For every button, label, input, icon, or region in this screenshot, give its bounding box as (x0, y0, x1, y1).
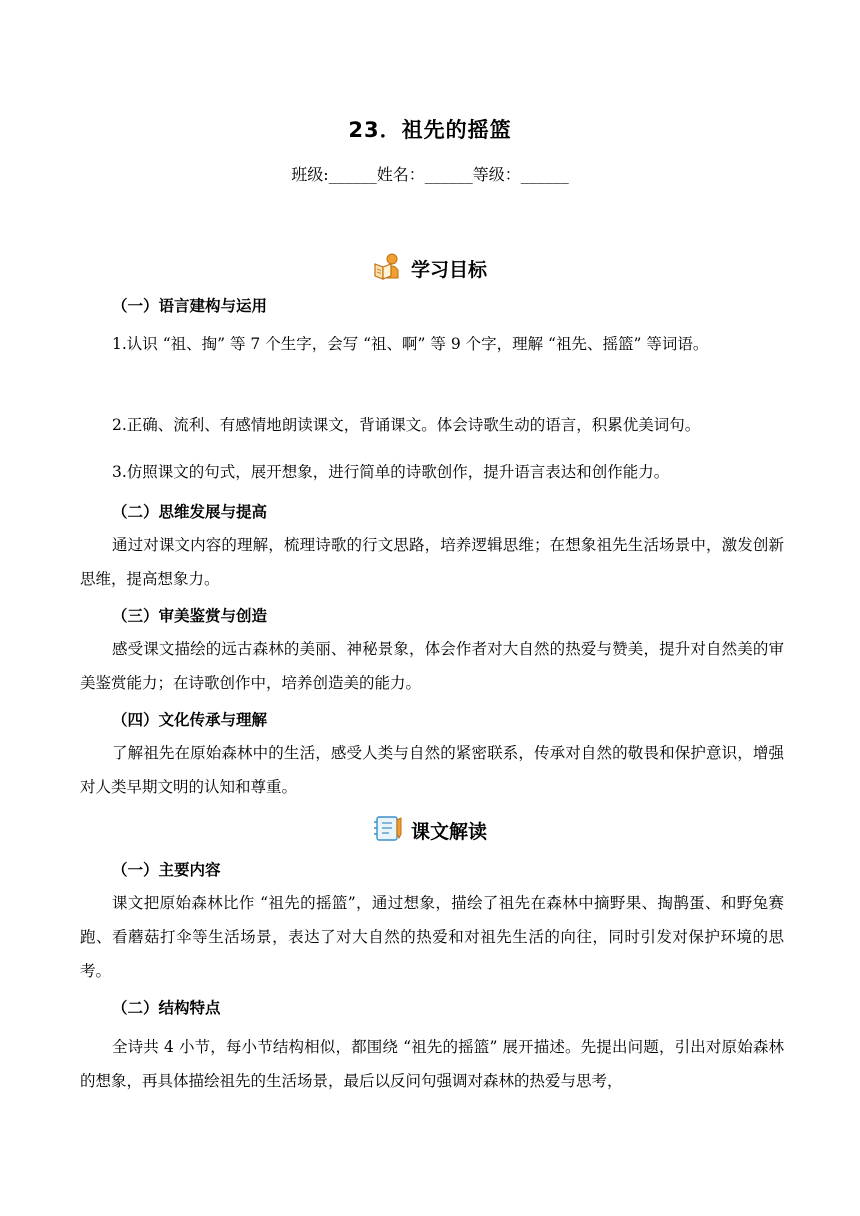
paragraph: 通过对课文内容的理解，梳理诗歌的行文思路，培养逻辑思维；在想象祖先生活场景中，激发创新思维，提高想象力。 (80, 536, 784, 588)
section-heading-interpretation (0, 814, 860, 847)
subsection-heading: （二）思维发展与提高 (112, 503, 268, 521)
paragraph: 了解祖先在原始森林中的生活，感受人类与自然的紧密联系，传承对自然的敬畏和保护意识，增强对人类早期文明的认知和尊重。 (80, 744, 784, 796)
subsection-heading: （四）文化传承与理解 (112, 711, 268, 729)
paragraph: 1.认识 “祖、掏” 等 7 个生字，会写 “祖、啊” 等 9 个字，理解 “祖先、摇篮” 等词语。 (112, 335, 709, 353)
paragraph: 感受课文描绘的远古森林的美丽、神秘景象，体会作者对大自然的热爱与赞美，提升对自然美的审美鉴赏能力；在诗歌创作中，培养创造美的能力。 (80, 640, 784, 692)
student-info-line: 班级:______姓名：______等级：______ (291, 165, 569, 184)
notebook-pen-icon (373, 814, 403, 847)
section-heading-text: 学习目标 (410, 259, 487, 281)
paragraph: 全诗共 4 小节，每小节结构相似，都围绕 “祖先的摇篮” 展开描述。先提出问题，引出对原始森林的想象，再具体描绘祖先的生活场景，最后以反问句强调对森林的热爱与思考， (80, 1038, 784, 1090)
section-heading-goals (0, 252, 860, 285)
subsection-heading: （二）结构特点 (112, 999, 221, 1017)
paragraph: 2.正确、流利、有感情地朗读课文，背诵课文。体会诗歌生动的语言，积累优美词句。 (112, 416, 701, 434)
reading-person-icon (373, 252, 403, 285)
subsection-heading: （一）语言建构与运用 (112, 297, 268, 315)
section-heading-text: 课文解读 (410, 821, 487, 843)
document-title: 23．祖先的摇篮 (348, 118, 512, 142)
subsection-heading: （一）主要内容 (112, 861, 221, 879)
paragraph: 课文把原始森林比作 “祖先的摇篮”，通过想象，描绘了祖先在森林中摘野果、掏鹊蛋、和野兔赛跑、看蘑菇打伞等生活场景，表达了对大自然的热爱和对祖先生活的向往，同时引发对保护环境的思考。 (80, 894, 784, 980)
paragraph: 3.仿照课文的句式，展开想象，进行简单的诗歌创作，提升语言表达和创作能力。 (112, 463, 670, 481)
subsection-heading: （三）审美鉴赏与创造 (112, 607, 268, 625)
